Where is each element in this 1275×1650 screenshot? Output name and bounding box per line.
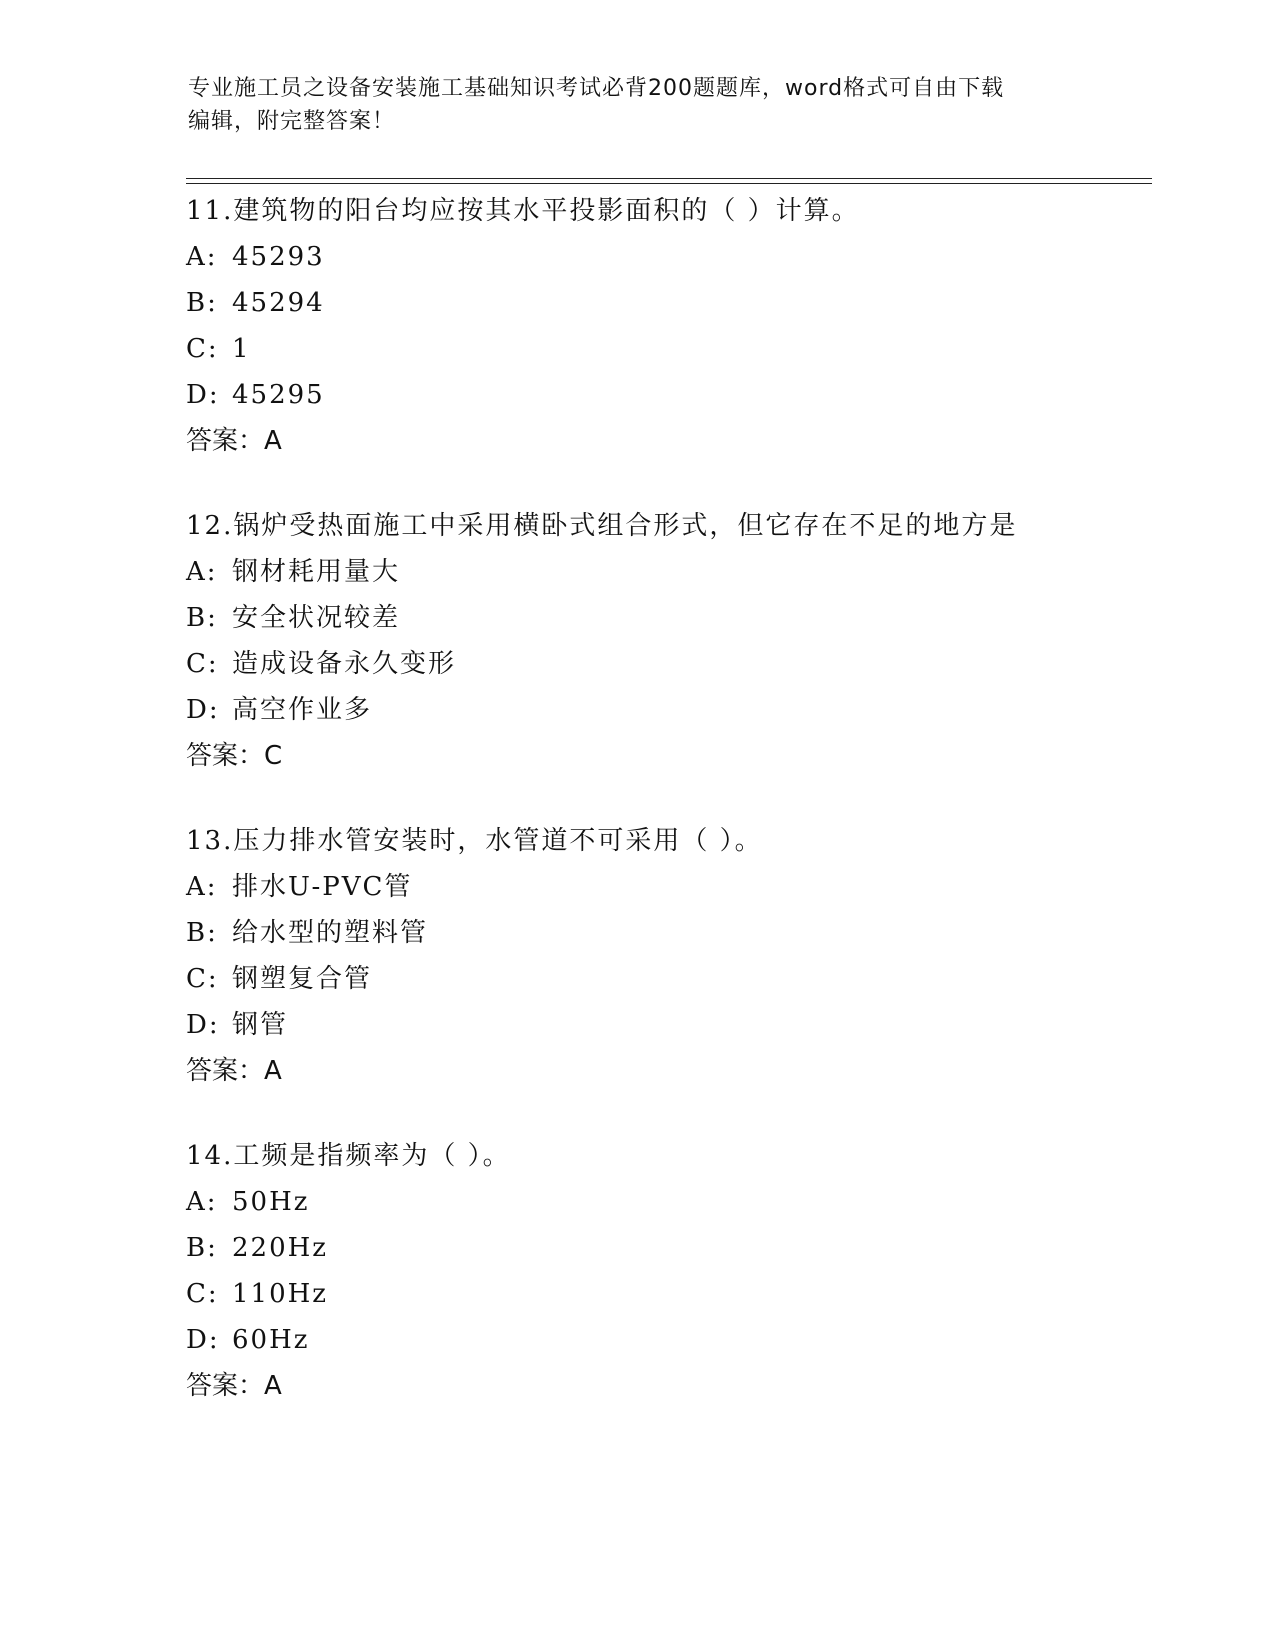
option-text: 110Hz	[232, 1279, 328, 1309]
option-text: 高空作业多	[232, 695, 373, 725]
document-header	[188, 72, 1088, 138]
option-text: 钢管	[232, 1010, 289, 1040]
question-title: 12.锅炉受热面施工中采用横卧式组合形式，但它存在不足的地方是	[186, 511, 1018, 541]
option-letter: B:	[186, 1233, 218, 1263]
option-d	[186, 372, 1146, 418]
option-text: 钢塑复合管	[232, 964, 373, 994]
option-text: 60Hz	[232, 1325, 310, 1355]
answer-line: 答案：A	[186, 1056, 282, 1086]
question-block	[186, 503, 1146, 779]
option-letter: B:	[186, 603, 218, 633]
answer-line: 答案：A	[186, 426, 282, 456]
option-d	[186, 687, 1146, 733]
option-a	[186, 234, 1146, 280]
option-d	[186, 1317, 1146, 1363]
header-line-1: 专业施工员之设备安装施工基础知识考试必背200题题库，word格式可自由下载	[188, 76, 1005, 101]
option-b	[186, 910, 1146, 956]
option-letter: A:	[186, 557, 218, 587]
option-letter: B:	[186, 288, 218, 318]
option-text: 45293	[232, 242, 325, 272]
option-text: 1	[232, 334, 251, 364]
question-title: 13.压力排水管安装时，水管道不可采用（ ）。	[186, 826, 763, 856]
option-letter: C:	[186, 1279, 219, 1309]
option-text: 45295	[232, 380, 325, 410]
option-b	[186, 595, 1146, 641]
question-block	[186, 188, 1146, 464]
option-text: 220Hz	[232, 1233, 328, 1263]
option-a	[186, 864, 1146, 910]
option-text: 钢材耗用量大	[232, 557, 401, 587]
question-block	[186, 818, 1146, 1094]
option-c	[186, 1271, 1146, 1317]
option-letter: D:	[186, 380, 220, 410]
question-block	[186, 1133, 1146, 1409]
option-c	[186, 326, 1146, 372]
option-d	[186, 1002, 1146, 1048]
option-c	[186, 641, 1146, 687]
question-title: 14.工频是指频率为（ ）。	[186, 1141, 511, 1171]
option-letter: C:	[186, 334, 219, 364]
option-text: 50Hz	[232, 1187, 310, 1217]
option-letter: D:	[186, 695, 220, 725]
header-line-2: 编辑，附完整答案！	[188, 109, 396, 134]
option-letter: C:	[186, 649, 219, 679]
header-divider-top	[186, 178, 1152, 179]
option-text: 排水U-PVC管	[232, 872, 413, 902]
question-title: 11.建筑物的阳台均应按其水平投影面积的（ ）计算。	[186, 196, 860, 226]
option-text: 安全状况较差	[232, 603, 401, 633]
option-text: 45294	[232, 288, 325, 318]
answer-line: 答案：C	[186, 741, 283, 771]
option-b	[186, 280, 1146, 326]
option-a	[186, 549, 1146, 595]
option-text: 造成设备永久变形	[232, 649, 457, 679]
option-b	[186, 1225, 1146, 1271]
header-divider-bottom	[186, 183, 1152, 184]
option-letter: A:	[186, 242, 218, 272]
option-letter: A:	[186, 1187, 218, 1217]
option-letter: B:	[186, 918, 218, 948]
option-a	[186, 1179, 1146, 1225]
option-letter: C:	[186, 964, 219, 994]
option-text: 给水型的塑料管	[232, 918, 429, 948]
option-letter: A:	[186, 872, 218, 902]
answer-line: 答案：A	[186, 1371, 282, 1401]
option-c	[186, 956, 1146, 1002]
option-letter: D:	[186, 1325, 220, 1355]
option-letter: D:	[186, 1010, 220, 1040]
